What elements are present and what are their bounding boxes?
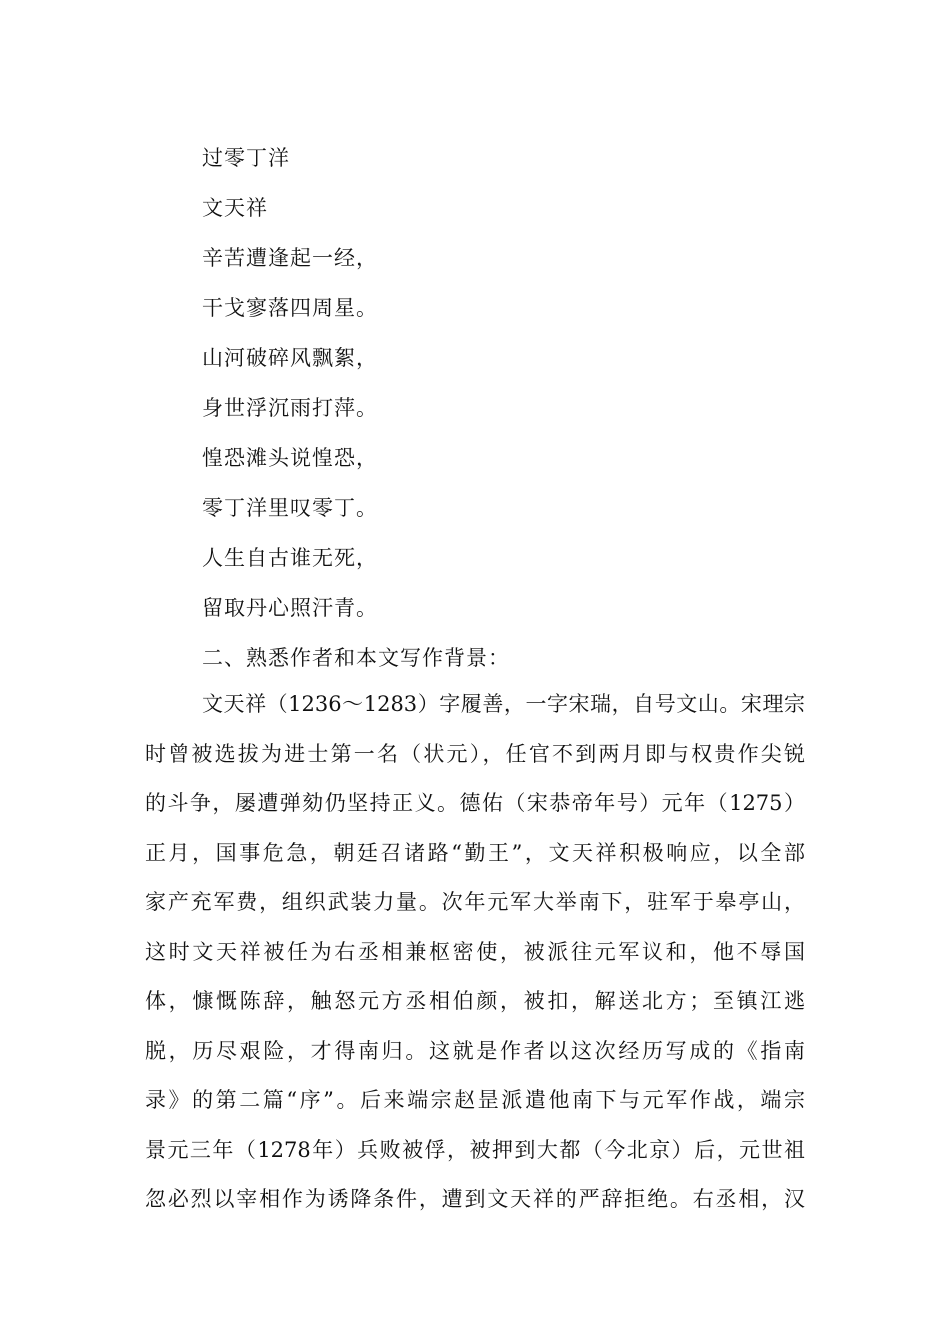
section-heading: 二、熟悉作者和本文写作背景： (202, 646, 510, 670)
paragraph-line: 的斗争，屡遭弹劾仍坚持正义。德佑（宋恭帝年号）元年（1275） (145, 791, 805, 815)
poem-line: 辛苦遭逢起一经， (202, 246, 378, 270)
paragraph-line: 脱，历尽艰险，才得南归。这就是作者以这次经历写成的《指南 (145, 1038, 805, 1063)
poem-block (202, 133, 822, 633)
paragraph-line: 时曾被选拔为进士第一名（状元），任官不到两月即与权贵作尖锐 (145, 741, 805, 766)
poem-title: 过零丁洋 (202, 146, 290, 170)
paragraph-line: 正月，国事危急，朝廷召诸路“勤王”，文天祥积极响应，以全部 (145, 840, 805, 865)
paragraph-line: 这时文天祥被任为右丞相兼枢密使，被派往元军议和，他不辱国 (145, 939, 805, 964)
paragraph-line: 景元三年（1278年）兵败被俘，被押到大都（今北京）后，元世祖 (145, 1137, 805, 1162)
poem-line: 山河破碎风飘絮， (202, 346, 378, 370)
paragraph-line: 体，慷慨陈辞，触怒元方丞相伯颜，被扣，解送北方；至镇江逃 (145, 989, 805, 1013)
paragraph-line: 家产充军费，组织武装力量。次年元军大举南下，驻军于皋亭山， (145, 890, 805, 914)
poem-line: 留取丹心照汗青。 (202, 596, 378, 620)
paragraph-line: 忽必烈以宰相作为诱降条件，遭到文天祥的严辞拒绝。右丞相，汉 (145, 1187, 805, 1211)
paragraph-line: 录》的第二篇“序”。后来端宗赵昰派遣他南下与元军作战，端宗 (145, 1088, 805, 1112)
poem-line: 干戈寥落四周星。 (202, 296, 378, 320)
poem-line: 惶恐滩头说惶恐， (202, 446, 378, 470)
paragraph-line: 文天祥（1236～1283）字履善，一字宋瑞，自号文山。宋理宗 (202, 692, 805, 716)
poem-line: 人生自古谁无死， (202, 546, 378, 570)
poem-author: 文天祥 (202, 196, 268, 220)
poem-line: 身世浮沉雨打萍。 (202, 396, 378, 420)
poem-line: 零丁洋里叹零丁。 (202, 496, 378, 520)
author-background-paragraph (145, 680, 805, 1225)
